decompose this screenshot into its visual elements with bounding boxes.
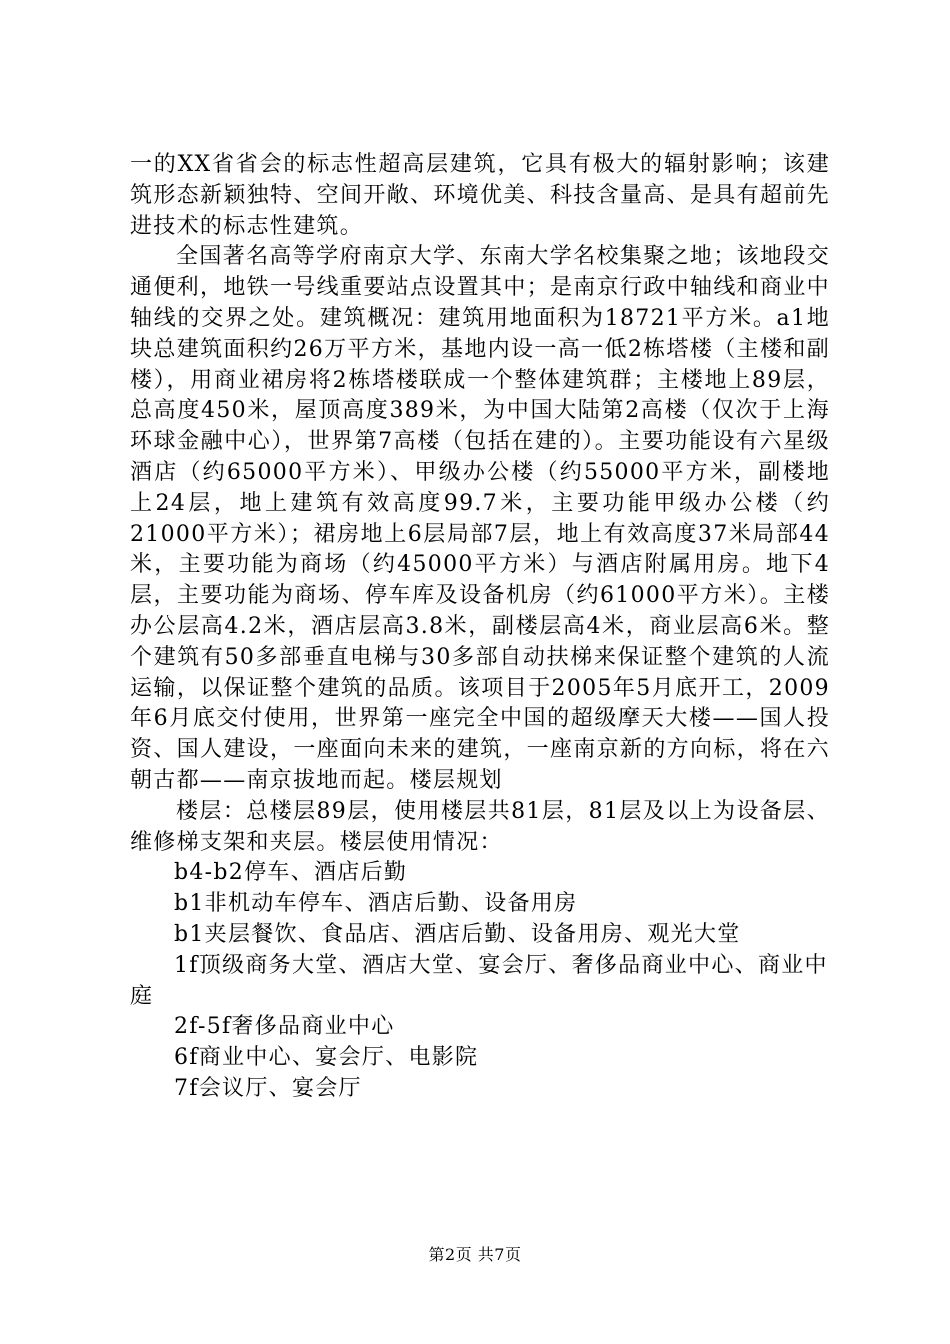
floor-item: b1夹层餐饮、食品店、酒店后勤、设备用房、观光大堂 <box>174 921 741 947</box>
floor-item: 7f会议厅、宴会厅 <box>174 1075 362 1101</box>
floor-item: b1非机动车停车、酒店后勤、设备用房 <box>174 891 578 917</box>
floor-item: b4-b2停车、酒店后勤 <box>174 860 408 886</box>
page-footer: 第2页 共7页 <box>428 1245 522 1264</box>
floor-item: 2f-5f奢侈品商业中心 <box>174 1014 395 1040</box>
paragraph-intro: 一的XX省省会的标志性超高层建筑，它具有极大的辐射影响；该建筑形态新颖独特、空间开敞、环境优美、科技含量高、是具有超前先进技术的标志性建筑。 <box>130 152 830 239</box>
paragraph-building-overview: 全国著名高等学府南京大学、东南大学名校集聚之地；该地段交通便利，地铁一号线重要站点设置其中；是南京行政中轴线和商业中轴线的交界之处。建筑概况：建筑用地面积为18721平方米。a1地块总建筑面积约26万平方米，基地内设一高一低2栋塔楼（主楼和副楼），用商业裙房将2栋塔楼联成一个整体建筑群；主楼地上89层，总高度450米，屋顶高度389米，为中国大陆第2高楼（仅次于上海环球金融中心），世界第7高楼（包括在建的）。主要功能设有六星级酒店（约65000平方米）、甲级办公楼（约55000平方米，副楼地上24层，地上建筑有效高度99.7米，主要功能甲级办公楼（约21000平方米）；裙房地上6层局部7层，地上有效高度37米局部44米，主要功能为商场（约45000平方米）与酒店附属用房。地下4层，主要功能为商场、停车库及设备机房（约61000平方米）。主楼办公层高4.2米，酒店层高3.8米，副楼层高4米，商业层高6米。整个建筑有50多部垂直电梯与30多部自动扶梯来保证整个建筑的人流运输，以保证整个建筑的品质。该项目于2005年5月底开工，2009年6月底交付使用，世界第一座完全中国的超级摩天大楼——国人投资、国人建设，一座面向未来的建筑，一座南京新的方向标，将在六朝古都——南京拔地而起。楼层规划 <box>130 244 830 793</box>
document-body <box>130 150 830 1105</box>
paragraph-floor-summary: 楼层：总楼层89层，使用楼层共81层，81层及以上为设备层、维修梯支架和夹层。楼层使用情况： <box>130 798 830 855</box>
floor-item: 1f顶级商务大堂、酒店大堂、宴会厅、奢侈品商业中心、商业中庭 <box>130 952 828 1009</box>
floor-item: 6f商业中心、宴会厅、电影院 <box>174 1045 479 1071</box>
